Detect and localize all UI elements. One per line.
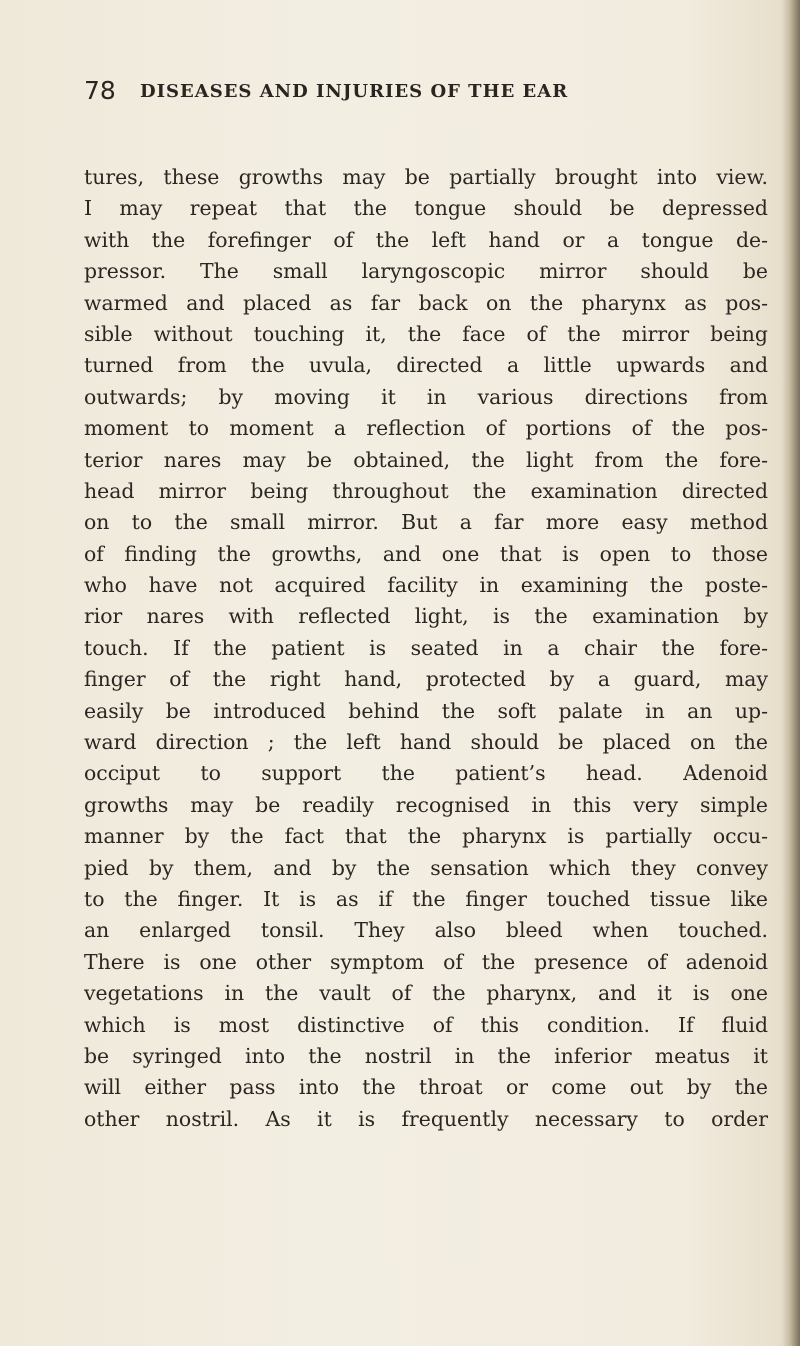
text-line: to the finger. It is as if the finger touched tissue like [84,886,768,911]
page-header [84,76,764,116]
text-line: moment to moment a reflection of portions of the pos- [84,416,768,441]
text-line: rior nares with reflected light, is the examination by [84,604,768,629]
text-line: terior nares may be obtained, the light from the fore- [84,447,768,472]
text-line: other nostril. As it is frequently necessary to order [84,1106,768,1131]
text-line: who have not acquired facility in examining the poste- [84,573,768,598]
text-line: of finding the growths, and one that is open to those [84,541,768,566]
text-line: warmed and placed as far back on the pharynx as pos- [84,290,768,315]
text-line: vegetations in the vault of the pharynx, and it is one [84,981,768,1006]
text-line: will either pass into the throat or come out by the [84,1075,768,1100]
text-line: finger of the right hand, protected by a guard, may [84,667,768,692]
text-line: sible without touching it, the face of the mirror being [84,321,768,346]
running-head: DISEASES AND INJURIES OF THE EAR [140,81,569,102]
text-line: growths may be readily recognised in this very simple [84,792,768,817]
text-line: touch. If the patient is seated in a chair the fore- [84,635,768,660]
text-line: an enlarged tonsil. They also bleed when touched. [84,918,768,943]
text-line: I may repeat that the tongue should be depressed [84,196,768,221]
text-line: tures, these growths may be partially brought into view. [84,165,768,189]
body-text [84,162,768,1135]
text-line: which is most distinctive of this condition. If fluid [84,1012,768,1037]
text-line: turned from the uvula, directed a little upwards and [84,353,768,378]
text-line: outwards; by moving it in various directions from [84,384,768,409]
text-line: pied by them, and by the sensation which they convey [84,855,768,880]
page-edge-shadow [782,0,800,1346]
text-line: on to the small mirror. But a far more easy method [84,510,768,535]
text-line: easily be introduced behind the soft palate in an up- [84,698,768,723]
text-line: occiput to support the patient’s head. Adenoid [84,761,768,786]
text-line: with the forefinger of the left hand or a tongue de- [84,227,768,252]
text-line: manner by the fact that the pharynx is partially occu- [84,824,768,849]
text-line: ward direction ; the left hand should be placed on the [84,730,768,755]
text-line: head mirror being throughout the examination directed [84,478,768,503]
text-line: be syringed into the nostril in the inferior meatus it [84,1043,768,1068]
page-number: 78 [84,76,116,105]
text-line: There is one other symptom of the presence of adenoid [84,949,768,974]
text-line: pressor. The small laryngoscopic mirror should be [84,259,768,284]
